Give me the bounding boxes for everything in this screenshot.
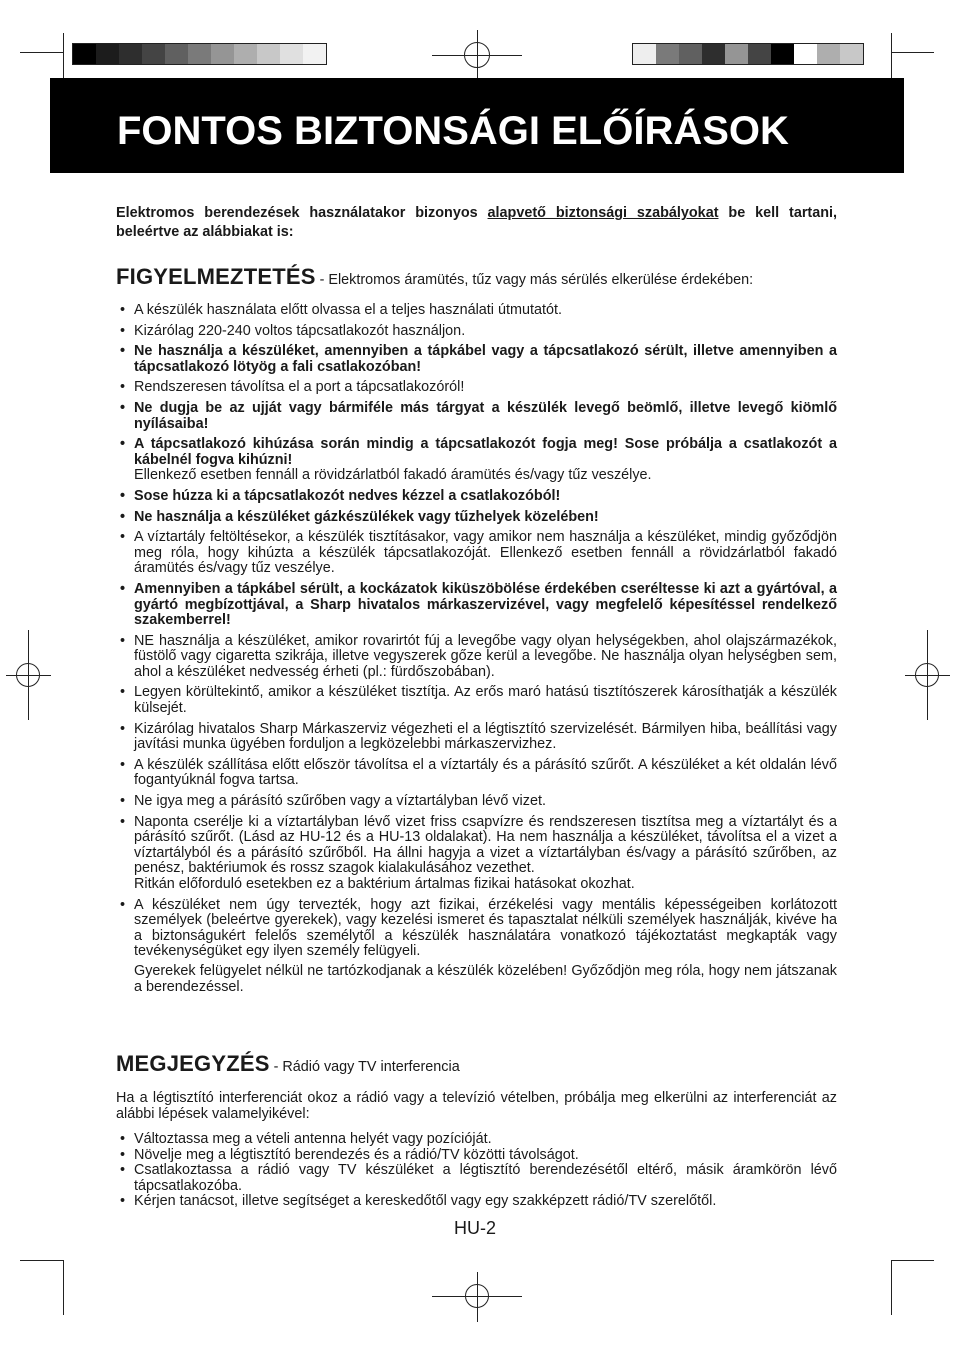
remark-title: MEGJEGYZÉS <box>116 1051 270 1076</box>
list-item: • A készülék használata előtt olvassa el a teljes használati útmutatót. <box>116 303 837 319</box>
list-item: • Kérjen tanácsot, illetve segítséget a kereskedőtől vagy egy szakképzett rádió/TV szerelőtől. <box>116 1194 837 1210</box>
list-item: • Ne használja a készüléket, amennyiben a tápkábel vagy a tápcsatlakozó sérült, illetve amennyiben a tápcsatlakozó lötyög a fali csatlakozóban! <box>116 344 837 375</box>
warning-subtitle: - Elektromos áramütés, tűz vagy más sérülés elkerülése érdekében: <box>315 272 754 288</box>
list-item-note: Ritkán előforduló esetekben ez a baktérium ártalmas fizikai hatásokat okozhat. <box>134 876 635 892</box>
list-item: • NE használja a készüléket, amikor rovarirtót fúj a levegőbe vagy olyan helységekben, ahol olajszármazékok, füstölő vagy cigaretta szikrája, illetve vegyszerek gőze kerül a levegőbe. Ne használja olyan helységben sem, ahol a készüléket nedvesség érheti (pl.: fürdőszobában). <box>116 634 837 681</box>
list-item: • Legyen körültekintő, amikor a készüléket tisztítja. Az erős maró hatású tisztítószerek károsíthatják a készülék külsejét. <box>116 685 837 716</box>
remark-heading <box>116 1051 460 1077</box>
list-item-note: Gyerekek felügyelet nélkül ne tartózkodjanak a készülék közelében! Győződjön meg róla, hogy nem játszanak a berendezéssel. <box>134 962 837 995</box>
page-number: HU-2 <box>454 1218 497 1238</box>
list-item: • Amennyiben a tápkábel sérült, a kockázatok kiküszöbölése érdekében cseréltesse ki azt a gyártóval, a gyártó megbízottjával, a Sharp hivatalos márkaszervizével, vagy megfelelő képesítéssel rendelkező szakemberrel! <box>116 582 837 629</box>
intro-underlined: alapvető biztonsági szabályokat <box>487 205 719 221</box>
list-item: • Csatlakoztassa a rádió vagy TV készüléket a légtisztító berendezésétől eltérő, másik áramkörön lévő tápcsatlakozóba. <box>116 1163 837 1194</box>
list-item: • Naponta cserélje ki a víztartályban lévő vizet friss csapvízre és rendszeresen tisztítsa meg a víztartályt és a párásító szűrőt. (Lásd az HU-12 és a HU-13 oldalakat). Ha nem használja a készüléket, távolítsa el a vizet a víztartályból és a párásító szűrőből. Ha állni hagyja a vizet a víztartályban és/vagy a párásító szűrőben, az penész, baktériumok és rossz szagok kialakulásához vezethet. Ritkán előforduló esetekben ez a baktérium ártalmas fizikai hatásokat okozhat. <box>116 815 837 893</box>
remark-intro: Ha a légtisztító interferenciát okoz a rádió vagy a televízió vételben, próbálja meg elkerülni az interferenciát az alábbi lépések valamelyikével: <box>116 1090 837 1122</box>
list-item: • A víztartály feltöltésekor, a készülék tisztításakor, vagy amikor nem használja a készüléket, mindig győződjön meg róla, hogy kihúzta a készülék tápcsatlakozóját. Ellenkező esetben fennáll a rövidzárlatból fakadó áramütés és/vagy tűz veszélye. <box>116 530 837 577</box>
grayscale-bar-left <box>72 43 327 65</box>
page-title: FONTOS BIZTONSÁGI ELŐÍRÁSOK <box>117 109 789 153</box>
intro-text-1: Elektromos berendezések használatakor bizonyos <box>116 205 488 221</box>
list-item: • A készüléket nem úgy tervezték, hogy azt fizikai, érzékelési vagy mentális képességeiben korlátozott személyek (beleértve gyerekek), vagy kezelési ismeret és tapasztalat nélküli személyek használják, kivéve ha a biztonságukért felelős személytől a készülék használatára vonatkozó tájékoztatást megkapták vagy tevékenységüket egy ilyen személy felügyeli. Gyerekek felügyelet nélkül ne tartózkodjanak a készülék közelében! Győződjön meg róla, hogy nem játszanak a berendezéssel. <box>116 898 837 996</box>
remark-list <box>116 1132 837 1210</box>
remark-subtitle: - Rádió vagy TV interferencia <box>269 1059 460 1075</box>
warning-heading <box>116 264 753 290</box>
list-item: • Növelje meg a légtisztító berendezés és a rádió/TV közötti távolságot. <box>116 1148 837 1164</box>
intro-text-2: be kell tartani, beleértve az alábbiakat is: <box>116 205 837 240</box>
warning-list <box>116 303 837 995</box>
header-banner <box>50 78 904 173</box>
list-item: • Kizárólag hivatalos Sharp Márkaszerviz végezheti el a légtisztító szervizelését. Bármilyen hiba, beállítási vagy javítási munka ügyében forduljon a legközelebbi márkaszervizhez. <box>116 722 837 753</box>
intro-paragraph <box>116 204 837 242</box>
list-item: • Sose húzza ki a tápcsatlakozót nedves kézzel a csatlakozóból! <box>116 489 837 505</box>
list-item-note: Ellenkező esetben fennáll a rövidzárlatból fakadó áramütés és/vagy tűz veszélye. <box>134 467 652 484</box>
list-item: • Ne igya meg a párásító szűrőben vagy a víztartályban lévő vizet. <box>116 794 837 810</box>
list-item: • A készülék szállítása előtt először távolítsa el a víztartály és a párásító szűrőt. A készüléket a két oldalán lévő fogantyúknál fogva tartsa. <box>116 758 837 789</box>
list-item: • Ne dugja be az ujját vagy bármiféle más tárgyat a készülék levegő beömlő, illetve levegő kiömlő nyílásaiba! <box>116 401 837 432</box>
list-item: • A tápcsatlakozó kihúzása során mindig a tápcsatlakozót fogja meg! Sose próbálja a csatlakozót a kábelnél fogva kihúzni! Ellenkező esetben fennáll a rövidzárlatból fakadó áramütés és/vagy tűz veszélye. <box>116 437 837 484</box>
list-item: • Ne használja a készüléket gázkészülékek vagy tűzhelyek közelében! <box>116 510 837 526</box>
warning-title: FIGYELMEZTETÉS <box>116 264 316 289</box>
grayscale-bar-right <box>632 43 864 65</box>
list-item: • Kizárólag 220-240 voltos tápcsatlakozót használjon. <box>116 324 837 340</box>
list-item: • Változtassa meg a vételi antenna helyét vagy pozícióját. <box>116 1132 837 1148</box>
list-item: • Rendszeresen távolítsa el a port a tápcsatlakozóról! <box>116 380 837 396</box>
